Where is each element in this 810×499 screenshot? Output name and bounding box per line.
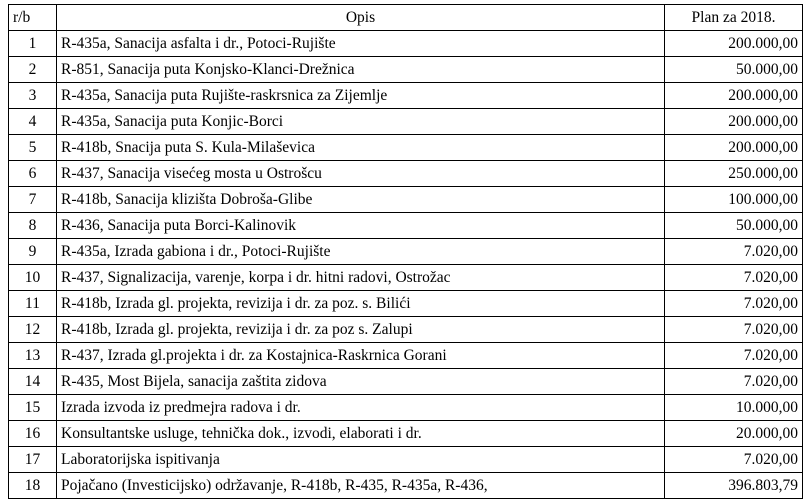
row-number: 8: [9, 213, 57, 239]
row-description: R-435a, Sanacija puta Konjic-Borci: [57, 109, 665, 135]
row-plan-amount: 200.000,00: [665, 83, 803, 109]
table-row: [9, 213, 803, 239]
row-plan-amount: 7.020,00: [665, 291, 803, 317]
row-number: 5: [9, 135, 57, 161]
table-row: [9, 187, 803, 213]
row-description: R-435a, Sanacija puta Rujište-raskrsnica za Zijemlje: [57, 83, 665, 109]
table-row: [9, 57, 803, 83]
row-plan-amount: 7.020,00: [665, 369, 803, 395]
row-plan-amount: 7.020,00: [665, 343, 803, 369]
table-row: [9, 83, 803, 109]
row-number: 9: [9, 239, 57, 265]
row-description: R-418b, Snacija puta S. Kula-Milaševica: [57, 135, 665, 161]
row-plan-amount: 10.000,00: [665, 395, 803, 421]
table-row: [9, 135, 803, 161]
row-description: R-437, Sanacija visećeg mosta u Ostrošcu: [57, 161, 665, 187]
row-number: 4: [9, 109, 57, 135]
row-plan-amount: 250.000,00: [665, 161, 803, 187]
row-description: R-851, Sanacija puta Konjsko-Klanci-Drežnica: [57, 57, 665, 83]
table-row: [9, 265, 803, 291]
row-description: R-435a, Sanacija asfalta i dr., Potoci-Rujište: [57, 31, 665, 57]
table-row: [9, 31, 803, 57]
row-number: 11: [9, 291, 57, 317]
column-header-opis: Opis: [57, 5, 665, 31]
row-number: 15: [9, 395, 57, 421]
row-description: R-418b, Izrada gl. projekta, revizija i dr. za poz. s. Bilići: [57, 291, 665, 317]
row-description: R-418b, Sanacija klizišta Dobroša-Glibe: [57, 187, 665, 213]
row-plan-amount: 7.020,00: [665, 317, 803, 343]
row-plan-amount: 100.000,00: [665, 187, 803, 213]
column-header-rb: r/b: [9, 5, 57, 31]
column-header-plan: Plan za 2018.: [665, 5, 803, 31]
row-description: R-437, Izrada gl.projekta i dr. za Kostajnica-Raskrnica Gorani: [57, 343, 665, 369]
row-description: Pojačano (Investicijsko) održavanje, R-418b, R-435, R-435a, R-436,: [57, 473, 665, 499]
table-row: [9, 421, 803, 447]
row-description: R-435a, Izrada gabiona i dr., Potoci-Rujište: [57, 239, 665, 265]
row-number: 14: [9, 369, 57, 395]
row-description: Laboratorijska ispitivanja: [57, 447, 665, 473]
table-body: [9, 31, 803, 499]
row-plan-amount: 50.000,00: [665, 57, 803, 83]
row-number: 2: [9, 57, 57, 83]
row-number: 18: [9, 473, 57, 499]
row-description: Konsultantske usluge, tehnička dok., izvodi, elaborati i dr.: [57, 421, 665, 447]
row-number: 16: [9, 421, 57, 447]
row-plan-amount: 200.000,00: [665, 31, 803, 57]
row-number: 6: [9, 161, 57, 187]
row-number: 17: [9, 447, 57, 473]
table-row: [9, 109, 803, 135]
row-number: 3: [9, 83, 57, 109]
row-number: 7: [9, 187, 57, 213]
table-row: [9, 473, 803, 499]
table-row: [9, 161, 803, 187]
table-row: [9, 317, 803, 343]
row-plan-amount: 7.020,00: [665, 447, 803, 473]
table-row: [9, 291, 803, 317]
row-number: 12: [9, 317, 57, 343]
table-row: [9, 343, 803, 369]
row-description: R-435, Most Bijela, sanacija zaštita zidova: [57, 369, 665, 395]
row-plan-amount: 200.000,00: [665, 109, 803, 135]
row-description: R-436, Sanacija puta Borci-Kalinovik: [57, 213, 665, 239]
row-plan-amount: 200.000,00: [665, 135, 803, 161]
table-row: [9, 369, 803, 395]
row-number: 13: [9, 343, 57, 369]
row-plan-amount: 396.803,79: [665, 473, 803, 499]
row-number: 10: [9, 265, 57, 291]
table-header: [9, 5, 803, 31]
row-plan-amount: 20.000,00: [665, 421, 803, 447]
table-row: [9, 447, 803, 473]
table-row: [9, 239, 803, 265]
table-header-row: [9, 5, 803, 31]
row-description: R-437, Signalizacija, varenje, korpa i dr. hitni radovi, Ostrožac: [57, 265, 665, 291]
budget-table-container: [8, 4, 802, 499]
row-plan-amount: 7.020,00: [665, 265, 803, 291]
row-plan-amount: 50.000,00: [665, 213, 803, 239]
budget-table: [8, 4, 803, 499]
row-plan-amount: 7.020,00: [665, 239, 803, 265]
row-description: Izrada izvoda iz predmejra radova i dr.: [57, 395, 665, 421]
row-description: R-418b, Izrada gl. projekta, revizija i dr. za poz s. Zalupi: [57, 317, 665, 343]
table-row: [9, 395, 803, 421]
row-number: 1: [9, 31, 57, 57]
